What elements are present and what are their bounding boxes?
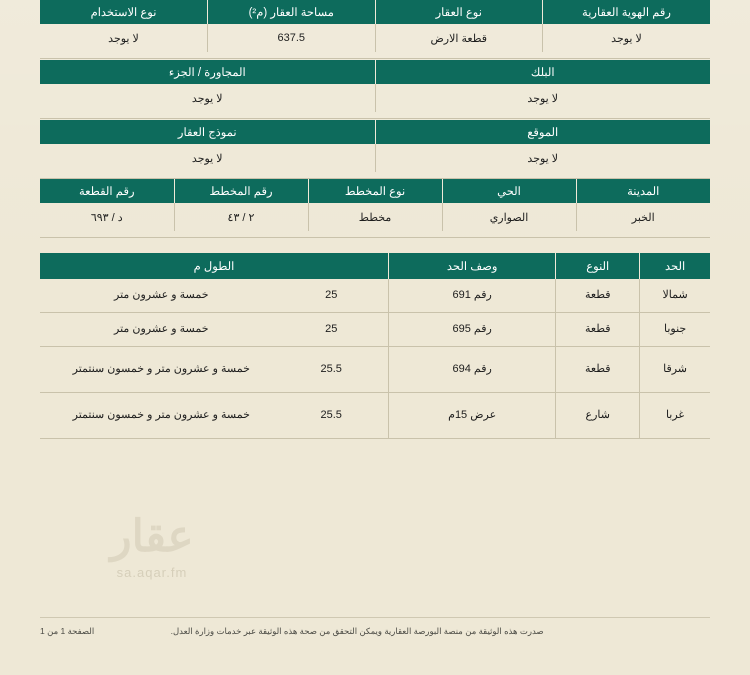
cell-boundary-length-text: خمسة و عشرون متر bbox=[114, 289, 209, 302]
header-adjacency: المجاورة / الجزء bbox=[40, 60, 375, 84]
value-city: الخبر bbox=[576, 203, 710, 231]
cell-boundary-description: رقم 695 bbox=[388, 313, 556, 347]
cell-boundary-side: غربا bbox=[640, 393, 710, 439]
value-parcel-number: د / ٦٩٣ bbox=[40, 203, 174, 231]
header-boundary-description: وصف الحد bbox=[388, 253, 556, 279]
value-property-area: 637.5 bbox=[208, 24, 376, 52]
property-info-value-row bbox=[40, 24, 710, 52]
watermark-url: sa.aqar.fm bbox=[116, 565, 188, 580]
plan-section-value-row bbox=[40, 203, 710, 231]
cell-boundary-length-text: خمسة و عشرون متر و خمسون سنتمتر bbox=[72, 363, 250, 376]
header-parcel-number: رقم القطعة bbox=[40, 179, 174, 203]
header-plan-number: رقم المخطط bbox=[174, 179, 308, 203]
block-section-value-row bbox=[40, 84, 710, 112]
boundaries-table bbox=[40, 253, 710, 439]
value-plan-number: ٢ / ٤٣ bbox=[174, 203, 308, 231]
footer-note: صدرت هذه الوثيقة من منصة البورصة العقارية ويمكن التحقق من صحة هذه الوثيقة عبر خدمات وزارة العدل. bbox=[170, 626, 544, 636]
value-usage-type: لا يوجد bbox=[40, 24, 208, 52]
cell-boundary-length-text: خمسة و عشرون متر و خمسون سنتمتر bbox=[72, 409, 250, 422]
footer bbox=[40, 626, 710, 637]
plan-section-table bbox=[40, 179, 710, 231]
header-location: الموقع bbox=[375, 120, 710, 144]
table-row bbox=[40, 393, 710, 439]
header-boundary-side: الحد bbox=[640, 253, 710, 279]
cell-boundary-length bbox=[40, 347, 388, 393]
property-info-header-row bbox=[40, 0, 710, 24]
header-district: الحي bbox=[442, 179, 576, 203]
header-property-type: نوع العقار bbox=[375, 0, 543, 24]
value-district: الصواري bbox=[442, 203, 576, 231]
location-section-header-row bbox=[40, 120, 710, 144]
footer-divider bbox=[40, 617, 710, 618]
cell-boundary-length bbox=[40, 279, 388, 313]
header-property-id: رقم الهوية العقارية bbox=[543, 0, 711, 24]
block-section-header-row bbox=[40, 60, 710, 84]
cell-boundary-length bbox=[40, 313, 388, 347]
cell-boundary-description: رقم 694 bbox=[388, 347, 556, 393]
location-section-table bbox=[40, 120, 710, 172]
header-city: المدينة bbox=[576, 179, 710, 203]
cell-boundary-length bbox=[40, 393, 388, 439]
cell-boundary-description: رقم 691 bbox=[388, 279, 556, 313]
table-row bbox=[40, 313, 710, 347]
cell-boundary-type: قطعة bbox=[556, 279, 640, 313]
divider-4 bbox=[40, 237, 710, 238]
cell-boundary-side: شرقا bbox=[640, 347, 710, 393]
cell-boundary-description: عرض 15م bbox=[388, 393, 556, 439]
value-location: لا يوجد bbox=[375, 144, 710, 172]
divider-2 bbox=[40, 118, 710, 119]
cell-boundary-type: قطعة bbox=[556, 313, 640, 347]
value-adjacency: لا يوجد bbox=[40, 84, 375, 112]
cell-boundary-length-number: 25 bbox=[325, 323, 338, 336]
watermark bbox=[52, 512, 252, 580]
cell-boundary-length-text: خمسة و عشرون متر bbox=[114, 323, 209, 336]
cell-boundary-length-number: 25.5 bbox=[320, 409, 342, 422]
footer-page-label: الصفحة 1 من 1 bbox=[40, 626, 95, 636]
cell-boundary-side: شمالا bbox=[640, 279, 710, 313]
boundaries-header-row bbox=[40, 253, 710, 279]
table-row bbox=[40, 279, 710, 313]
plan-section-header-row bbox=[40, 179, 710, 203]
location-section-value-row bbox=[40, 144, 710, 172]
block-section-table bbox=[40, 60, 710, 112]
header-usage-type: نوع الاستخدام bbox=[40, 0, 208, 24]
value-block: لا يوجد bbox=[375, 84, 710, 112]
header-block: البلك bbox=[375, 60, 710, 84]
cell-boundary-type: شارع bbox=[556, 393, 640, 439]
cell-boundary-type: قطعة bbox=[556, 347, 640, 393]
cell-boundary-length-number: 25 bbox=[325, 289, 338, 302]
header-boundary-type: النوع bbox=[556, 253, 640, 279]
value-property-type: قطعة الارض bbox=[375, 24, 543, 52]
header-property-area: مساحة العقار (م²) bbox=[208, 0, 376, 24]
header-property-model: نموذج العقار bbox=[40, 120, 375, 144]
header-boundary-length: الطول م bbox=[40, 253, 388, 279]
aqar-logo: عقار bbox=[110, 512, 194, 561]
cell-boundary-length-number: 25.5 bbox=[320, 363, 342, 376]
divider-1 bbox=[40, 58, 710, 59]
header-plan-type: نوع المخطط bbox=[308, 179, 442, 203]
property-info-table bbox=[40, 0, 710, 52]
value-property-model: لا يوجد bbox=[40, 144, 375, 172]
value-plan-type: مخطط bbox=[308, 203, 442, 231]
table-row bbox=[40, 347, 710, 393]
value-property-id: لا يوجد bbox=[543, 24, 711, 52]
cell-boundary-side: جنوبا bbox=[640, 313, 710, 347]
